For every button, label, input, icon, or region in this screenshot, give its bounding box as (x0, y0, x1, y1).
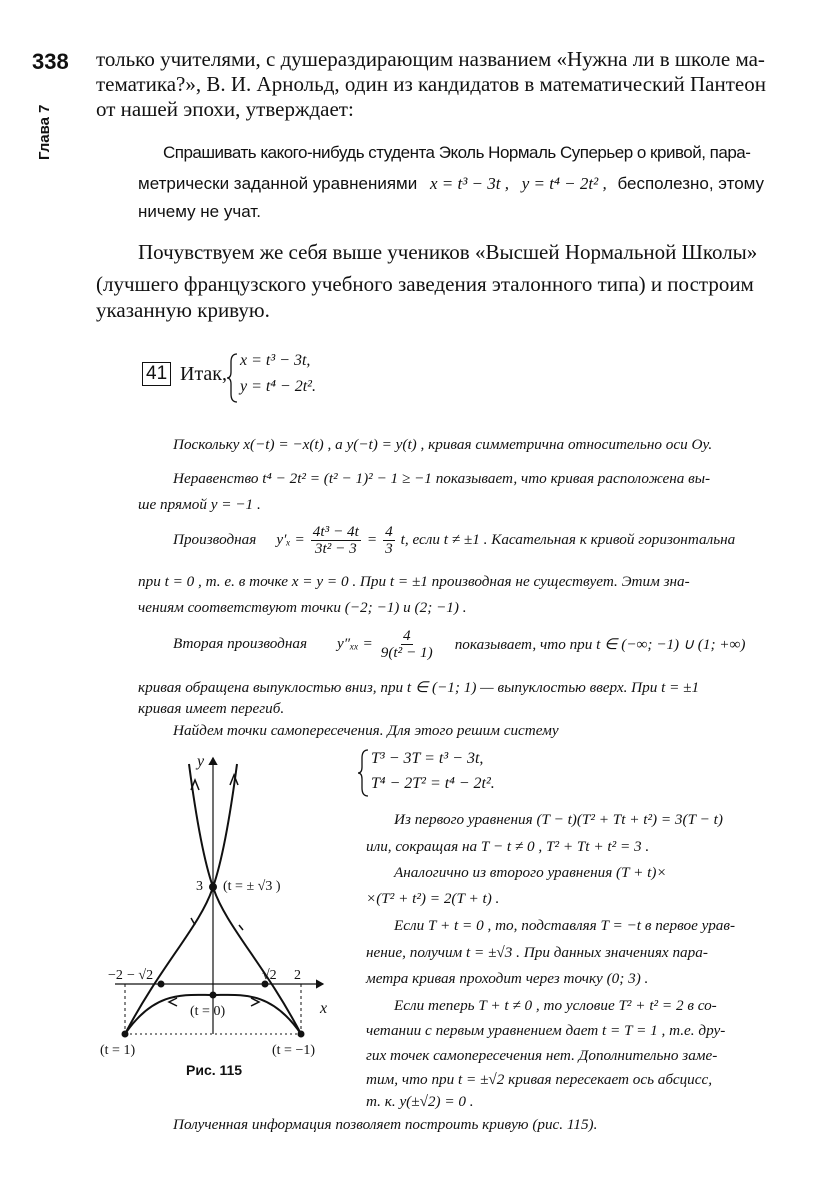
figure-label-tm1: (t = −1) (272, 1043, 316, 1058)
page-number: 338 (32, 49, 69, 74)
point-minus-sqrt2 (158, 981, 165, 988)
para2-line-2: (лучшего французского учебного заведения эталонного типа) и построим (96, 272, 754, 296)
problem-number: 41 (142, 362, 171, 386)
second-derivative-line-1 (173, 628, 745, 661)
derivative-denominator: 3t² − 3 (314, 539, 357, 557)
derivative-numerator: 4t³ − 4t (312, 523, 359, 540)
rightcol-line-12: т. к. y(±√2) = 0 . (366, 1093, 474, 1110)
figure-x-label: x (320, 1000, 328, 1017)
quote-eq-y: y = t⁴ − 2t² , (521, 174, 607, 193)
figure-label-t0: (t = 0) (190, 1004, 226, 1019)
derivative-rest: t, если t ≠ ±1 . Касательная к кривой горизонтальна (400, 531, 736, 549)
intro-line-3: от нашей эпохи, утверждает: (96, 97, 354, 121)
point-left-cusp (122, 1031, 129, 1038)
problem-brace (226, 352, 240, 404)
second-derivative-label: Вторая производная (173, 635, 308, 653)
inequality-line-2: ше прямой y = −1 . (138, 496, 261, 513)
quote-eq-x: x = t³ − 3t , (429, 174, 510, 193)
figure-label-minus-sqrt2: − √2 (127, 968, 154, 983)
point-self-intersection (209, 883, 217, 891)
quote-line-3: ничему не учат. (138, 202, 261, 221)
quote-text-b: бесполезно, этому (617, 174, 765, 193)
inequality-line-1: Неравенство t⁴ − 2t² = (t² − 1)² − 1 ≥ −1 показывает, что кривая расположена вы- (173, 470, 711, 487)
problem-label: Итак, (180, 363, 228, 385)
figure-caption: Рис. 115 (186, 1062, 243, 1078)
derivative-line-3: чениям соответствуют точки (−2; −1) и (2; −1) . (138, 599, 467, 616)
intro-line-1: только учителями, с душераздирающим названием «Нужна ли в школе ма- (96, 47, 765, 71)
rightcol-line-5: Если T + t = 0 , то, подставляя T = −t в первое урав- (394, 917, 736, 934)
second-derivative-denominator: 9(t² − 1) (380, 643, 433, 661)
rightcol-line-6: нение, получим t = ±√3 . При данных значениях пара- (366, 944, 708, 961)
rightcol-line-1: Из первого уравнения (T − t)(T² + Tt + t²) = 3(T − t) (394, 811, 723, 828)
self-intersection-line: Найдем точки самопересечения. Для этого решим систему (173, 722, 559, 739)
curve-left-branch (189, 764, 301, 1034)
figure-label-3: 3 (196, 879, 203, 894)
arrow-3 (191, 918, 195, 925)
rightcol-line-9: четании с первым уравнением дает t = T = 1 , т.е. дру- (366, 1022, 726, 1039)
derivative-equals: = (366, 531, 378, 549)
problem-eq-2: y = t⁴ − 2t². (240, 378, 316, 395)
second-derivative-rest: показывает, что при t ∈ (−∞; −1) ∪ (1; +∞) (454, 635, 746, 653)
figure-label-t-sqrt3: (t = ± √3 ) (223, 879, 281, 894)
intro-line-2: тематика?», В. И. Арнольд, один из кандидатов в математический Пантеон (96, 72, 766, 96)
quote-text-a: метрически заданной уравнениями (138, 174, 418, 193)
derivative-numerator-2: 4 (385, 523, 393, 540)
figure-y-label: y (197, 753, 205, 770)
chapter-tab (34, 96, 56, 166)
derivative-fraction (311, 524, 361, 557)
figure-label-sqrt2: √2 (262, 968, 277, 983)
closing-line: Полученная информация позволяет построить кривую (рис. 115). (173, 1116, 598, 1133)
figure-label-t1: (t = 1) (100, 1043, 136, 1058)
derivative-line-2: при t = 0 , т. е. в точке x = y = 0 . При t = ±1 производная не существует. Этим зна- (138, 573, 690, 590)
system-brace (357, 748, 371, 798)
arrow-4 (239, 925, 243, 930)
quote-line-2 (138, 174, 764, 194)
point-origin (210, 992, 217, 999)
derivative-label: Производная (173, 531, 257, 549)
rightcol-line-10: гих точек самопересечения нет. Дополнительно заме- (366, 1047, 718, 1064)
point-right-cusp (298, 1031, 305, 1038)
second-derivative-lhs: y″ₓₓ = (337, 635, 373, 653)
arrow-5 (169, 998, 177, 1006)
rightcol-line-8: Если теперь T + t ≠ 0 , то условие T² + t² = 2 в со- (394, 997, 717, 1014)
rightcol-line-7: метра кривая проходит через точку (0; 3) . (366, 970, 649, 987)
rightcol-line-11: тим, что при t = ±√2 кривая пересекает ось абсцисс, (366, 1071, 713, 1088)
system-eq-1: T³ − 3T = t³ − 3t, (371, 750, 484, 767)
figure-label-minus2: −2 (108, 968, 123, 983)
figure-115 (95, 750, 345, 1090)
curve-right-branch (125, 764, 237, 1034)
chapter-label: Глава 7 (36, 104, 53, 160)
rightcol-line-4: ×(T² + t²) = 2(T + t) . (366, 890, 500, 907)
figure-label-2: 2 (294, 968, 301, 983)
rightcol-line-2: или, сокращая на T − t ≠ 0 , T² + Tt + t² = 3 . (366, 838, 650, 855)
derivative-lhs: y′ₓ = (276, 531, 305, 549)
second-derivative-line-2: кривая обращена выпуклостью вниз, при t ∈ (−1; 1) — выпуклостью вверх. При t = ±1 (138, 679, 700, 696)
quote-line-1: Спрашивать какого-нибудь студента Эколь Нормаль Суперьер о кривой, пара- (163, 143, 751, 162)
derivative-fraction-2 (383, 524, 395, 557)
symmetry-line: Поскольку x(−t) = −x(t) , а y(−t) = y(t) , кривая симметрична относительно оси Oy. (173, 436, 713, 453)
derivative-line-1 (173, 524, 735, 557)
second-derivative-numerator: 4 (402, 627, 411, 644)
derivative-denominator-2: 3 (385, 539, 393, 557)
second-derivative-fraction (379, 628, 435, 661)
second-derivative-line-3: кривая имеет перегиб. (138, 700, 285, 717)
rightcol-line-3: Аналогично из второго уравнения (T + t)× (394, 864, 667, 881)
para2-line-3: указанную кривую. (96, 298, 270, 322)
problem-eq-1: x = t³ − 3t, (240, 352, 311, 369)
system-eq-2: T⁴ − 2T² = t⁴ − 2t². (371, 775, 495, 792)
para2-line-1: Почувствуем же себя выше учеников «Высшей Нормальной Школы» (138, 240, 758, 264)
